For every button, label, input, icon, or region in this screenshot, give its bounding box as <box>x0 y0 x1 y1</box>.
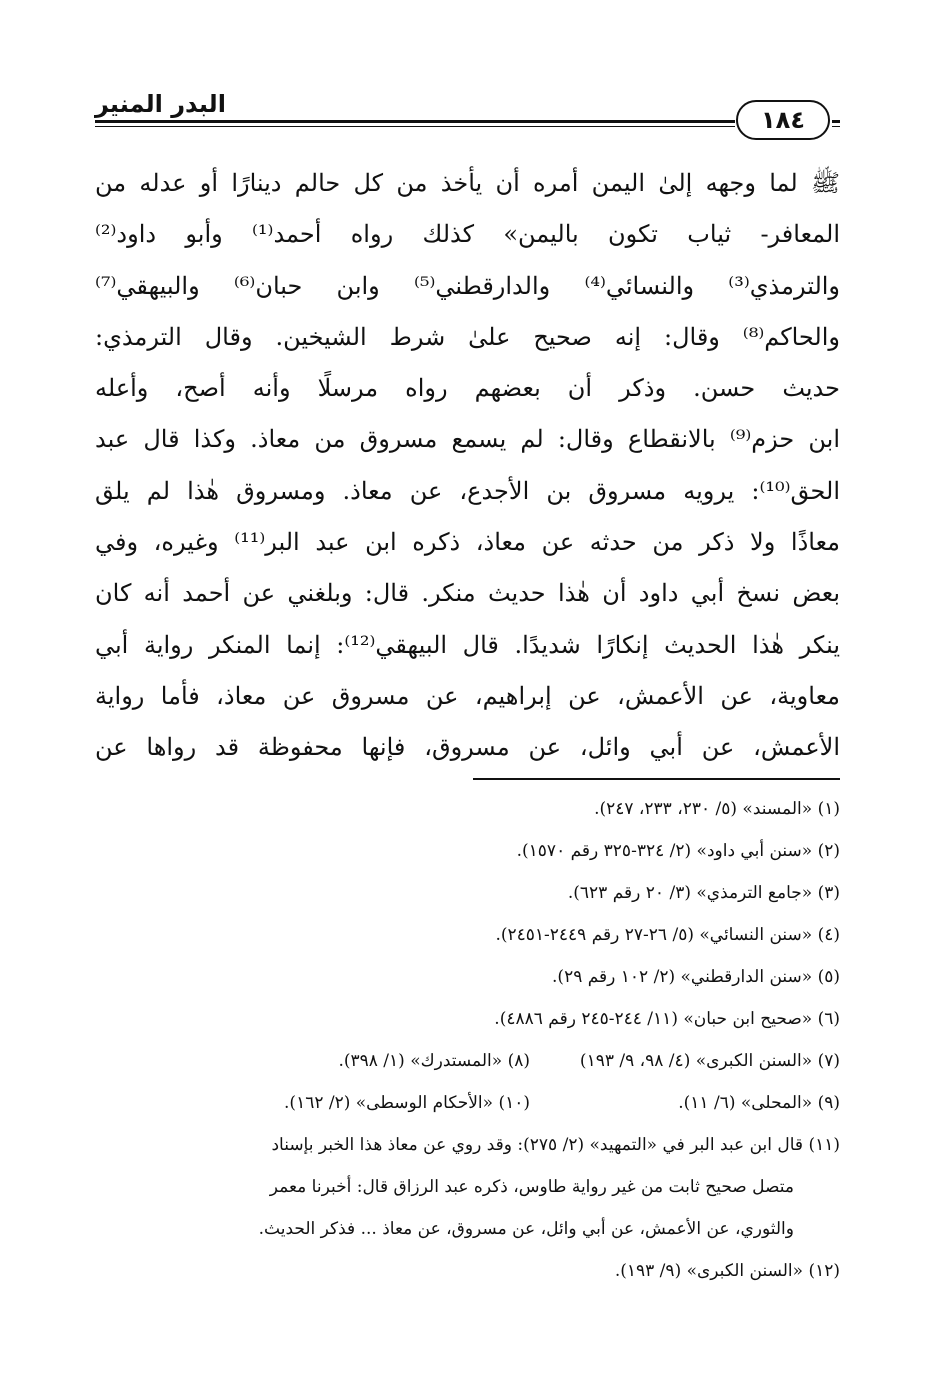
footnote-11-line-2: متصل صحيح ثابت من غير رواية طاوس، ذكره عبد الرزاق قال: أخبرنا معمر <box>269 1177 794 1197</box>
footnote-4: (٤) «سنن النسائي» (٥/ ٢٦-٢٧ رقم ٢٤٤٩-٢٤٥١). <box>495 925 840 945</box>
text-line: ينكر هٰذا الحديث إنكارًا شديدًا. قال البيهقي⁽¹²⁾: إنما المنكر رواية أبي <box>95 630 840 659</box>
header-rule <box>95 120 735 123</box>
footnote-row-7-8 <box>95 1040 840 1082</box>
text-line: ابن حزم⁽⁹⁾ بالانقطاع وقال: لم يسمع مسروق من معاذ. وكذا قال عبد <box>95 425 840 454</box>
footnote-7: (٧) «السنن الكبرى» (٤/ ٩٨، ٩/ ١٩٣) <box>579 1051 840 1071</box>
footnote-10: (١٠) «الأحكام الوسطى» (٢/ ١٦٢). <box>284 1093 530 1113</box>
page-number: ١٨٤ <box>736 100 830 140</box>
footnote-12: (١٢) «السنن الكبرى» (٩/ ١٩٣). <box>614 1261 840 1281</box>
main-text <box>95 158 840 774</box>
footnote-5: (٥) «سنن الدارقطني» (٢/ ١٠٢ رقم ٢٩). <box>552 967 840 987</box>
text-line: ﷺ لما وجهه إلىٰ اليمن أمره أن يأخذ من كل حالم دينارًا أو عدله من <box>95 169 840 197</box>
footnote-separator <box>473 778 840 780</box>
footnote-11-line-3: والثوري، عن الأعمش، عن أبي وائل، عن مسروق، عن معاذ ... فذكر الحديث. <box>258 1219 794 1239</box>
footnotes <box>95 788 840 1292</box>
text-line: معاذًا ولا ذكر من حدثه عن معاذ، ذكره ابن عبد البر⁽¹¹⁾ وغيره، وفي <box>95 528 840 557</box>
text-line: حديث حسن. وذكر أن بعضهم رواه مرسلًا وأنه أصح، وأعله <box>95 374 840 403</box>
text-line: الحق⁽¹⁰⁾: يرويه مسروق بن الأجدع، عن معاذ. ومسروق هٰذا لم يلق <box>95 476 840 505</box>
text-line: والترمذي⁽³⁾ والنسائي⁽⁴⁾ والدارقطني⁽⁵⁾ وابن حبان⁽⁶⁾ والبيهقي⁽⁷⁾ <box>95 271 840 300</box>
footnote-2: (٢) «سنن أبي داود» (٢/ ٣٢٤-٣٢٥ رقم ١٥٧٠). <box>516 841 840 861</box>
footnote-6: (٦) «صحيح ابن حبان» (١١/ ٢٤٤-٢٤٥ رقم ٤٨٨٦). <box>494 1009 840 1029</box>
text-line: بعض نسخ أبي داود أن هٰذا حديث منكر. قال: وبلغني عن أحمد أنه كان <box>95 579 840 608</box>
text-line: والحاكم⁽⁸⁾ وقال: إنه صحيح علىٰ شرط الشيخين. وقال الترمذي: <box>95 322 840 351</box>
header-rule-thin <box>95 126 735 127</box>
footnote-3: (٣) «جامع الترمذي» (٣/ ٢٠ رقم ٦٢٣). <box>567 883 840 903</box>
header-rule-tail-thin <box>832 126 840 127</box>
footnote-row-9-10 <box>95 1082 840 1124</box>
footnote-1: (١) «المسند» (٥/ ٢٣٠، ٢٣٣، ٢٤٧). <box>594 799 840 819</box>
footnote-8: (٨) «المستدرك» (١/ ٣٩٨). <box>338 1051 530 1071</box>
footnote-11-line-1: (١١) قال ابن عبد البر في «التمهيد» (٢/ ٢٧٥): وقد روي عن معاذ هذا الخبر بإسناد <box>271 1135 840 1155</box>
text-line: المعافر- ثياب تكون باليمن» كذلك رواه أحمد⁽¹⁾ وأبو داود⁽²⁾ <box>95 220 840 249</box>
running-title: البدر المنير <box>95 90 226 118</box>
header-rule-tail <box>832 120 840 123</box>
text-line: معاوية، عن الأعمش، عن إبراهيم، عن مسروق عن معاذ، فأما رواية <box>95 681 840 710</box>
footnote-9: (٩) «المحلى» (٦/ ١١). <box>678 1093 840 1113</box>
page-header <box>95 90 840 140</box>
text-line: الأعمش، عن أبي وائل، عن مسروق، فإنها محفوظة قد رواها عن <box>95 733 840 762</box>
